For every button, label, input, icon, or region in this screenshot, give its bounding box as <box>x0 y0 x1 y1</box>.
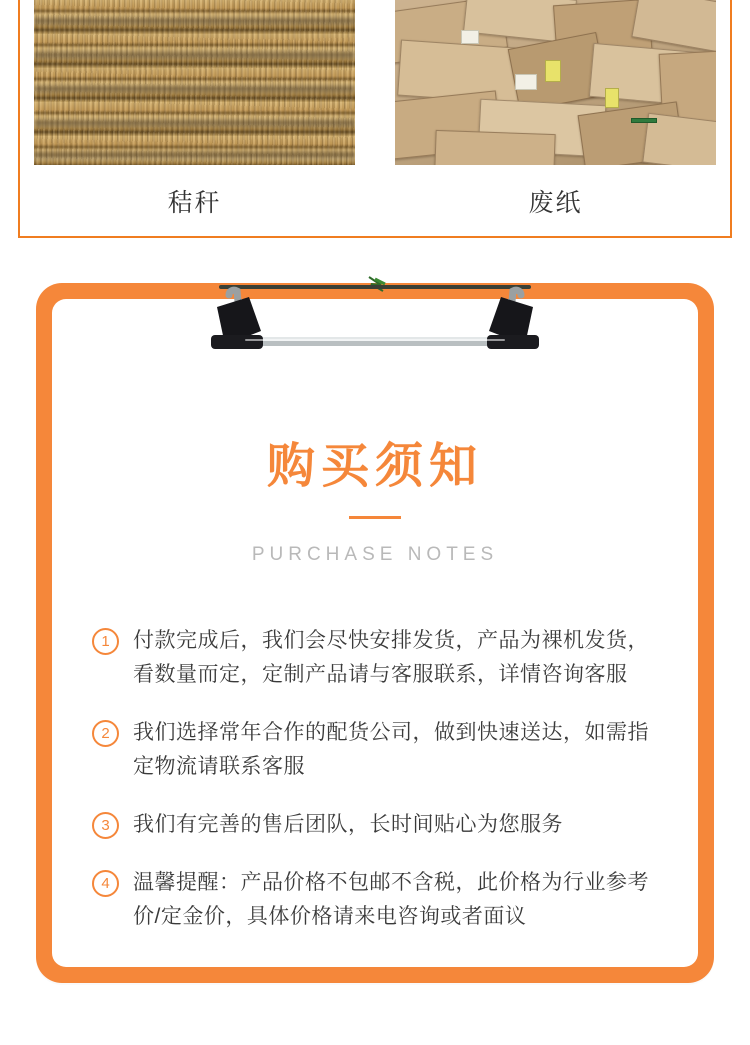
list-item-text: 我们有完善的售后团队，长时间贴心为您服务 <box>133 813 563 836</box>
purchase-notes-body <box>52 299 698 967</box>
list-item-number: 4 <box>92 870 119 897</box>
list-item <box>92 808 662 842</box>
page-subtitle: PURCHASE NOTES <box>251 544 499 565</box>
waste-paper-photo <box>395 0 716 165</box>
purchase-notes-card <box>36 283 714 983</box>
purchase-notes-list <box>92 624 662 958</box>
list-item-text: 温馨提醒：产品价格不包邮不含税，此价格为行业参考价/定金价，具体价格请来电咨询或者面议 <box>133 871 649 928</box>
gallery-item-waste-paper[interactable] <box>395 0 716 236</box>
list-item-text: 我们选择常年合作的配货公司，做到快速送达，如需指定物流请联系客服 <box>133 721 649 778</box>
list-item-number: 1 <box>92 628 119 655</box>
list-item-text: 付款完成后，我们会尽快安排发货，产品为裸机发货，看数量而定，定制产品请与客服联系，详情咨询客服 <box>133 629 649 686</box>
gallery-item-straw[interactable] <box>34 0 355 236</box>
gallery-caption: 废纸 <box>528 189 583 217</box>
page-title: 购买须知 <box>266 440 483 493</box>
list-item-number: 2 <box>92 720 119 747</box>
list-item <box>92 624 662 692</box>
material-gallery-panel <box>18 0 732 238</box>
clipboard-clamp-icon <box>185 275 565 375</box>
list-item-number: 3 <box>92 812 119 839</box>
list-item <box>92 866 662 934</box>
title-divider <box>349 516 401 519</box>
list-item <box>92 716 662 784</box>
straw-photo <box>34 0 355 165</box>
gallery-caption: 秸秆 <box>167 189 222 217</box>
